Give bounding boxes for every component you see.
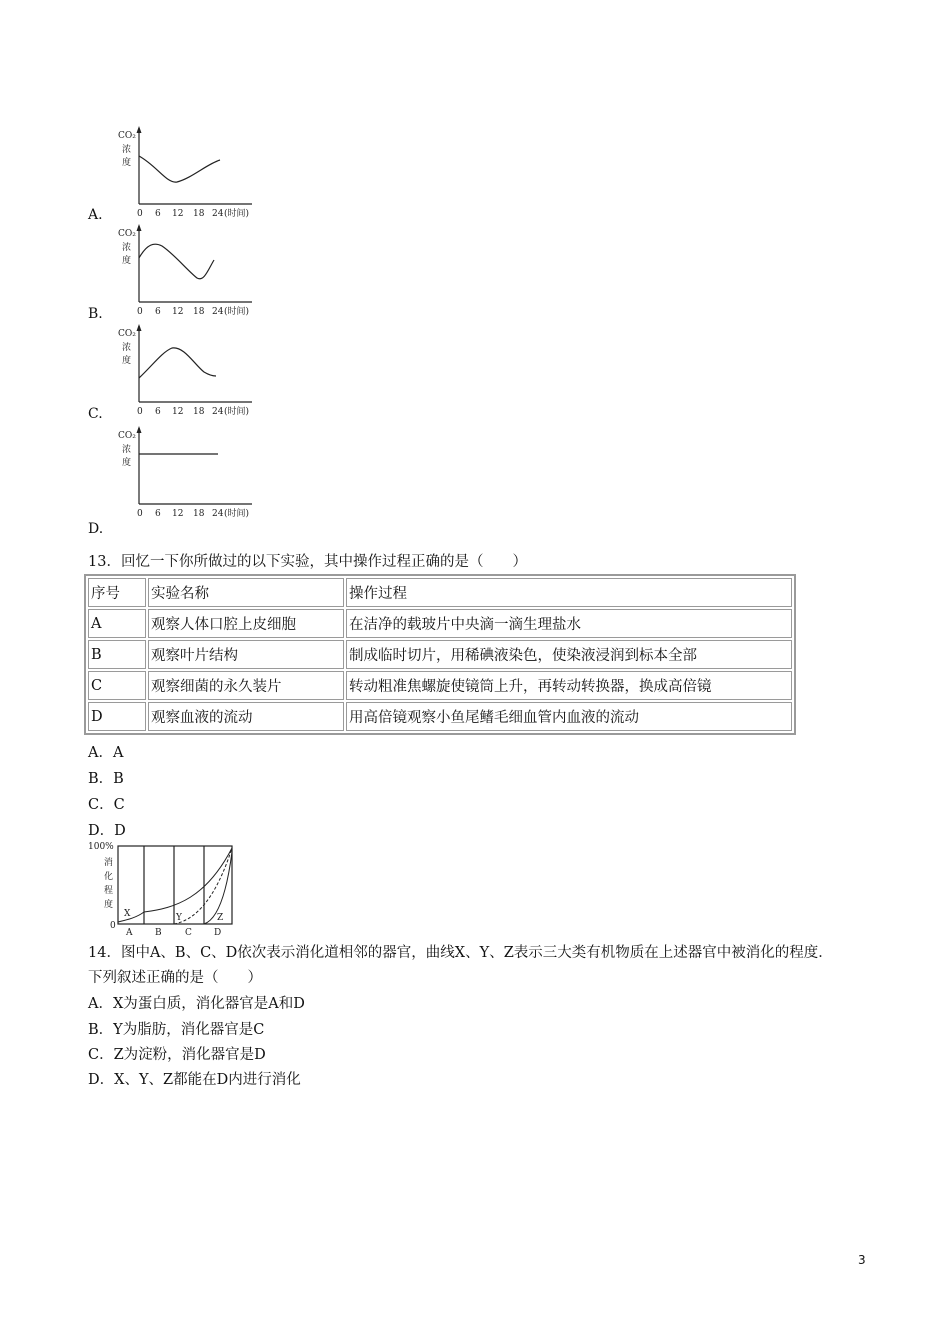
- tick-12: 12: [172, 407, 184, 417]
- table-row: [88, 702, 792, 731]
- tick-18: 18: [193, 307, 205, 317]
- q13-option-d: D．D: [88, 823, 126, 839]
- y-label-co2: CO₂: [118, 229, 136, 239]
- tick-6: 6: [155, 509, 161, 519]
- tick-12: 12: [172, 509, 184, 519]
- y-label-char: 度: [122, 256, 132, 266]
- q14-question-line2: 下列叙述正确的是（ ）: [88, 970, 262, 986]
- tick-0: 0: [137, 407, 143, 417]
- x-label: (时间): [224, 307, 250, 317]
- tick-24: 24: [212, 307, 224, 317]
- x-label: (时间): [224, 209, 250, 219]
- organ-d-label: D: [214, 928, 222, 938]
- q14-option-a: A．X为蛋白质，消化器官是A和D: [88, 996, 305, 1012]
- tick-6: 6: [155, 209, 161, 219]
- table-cell: 观察人体口腔上皮细胞: [148, 609, 344, 638]
- y-label-char: 浓: [122, 243, 132, 253]
- digestion-chart: [86, 838, 242, 942]
- y-label-char: 度: [122, 356, 132, 366]
- tick-6: 6: [155, 407, 161, 417]
- origin-label: 0: [110, 921, 116, 931]
- y-label-char: 程: [104, 886, 114, 896]
- tick-12: 12: [172, 209, 184, 219]
- y-label-char: 度: [104, 900, 114, 910]
- curve-x-label: X: [124, 909, 131, 919]
- tick-0: 0: [137, 509, 143, 519]
- q12-option-d-label: D.: [88, 521, 104, 537]
- page-number: 3: [858, 1253, 866, 1267]
- y-label-char: 浓: [122, 445, 132, 455]
- y-label-co2: CO₂: [118, 329, 136, 339]
- header-cell: 操作过程: [346, 578, 792, 607]
- header-cell: 实验名称: [148, 578, 344, 607]
- tick-18: 18: [193, 407, 205, 417]
- organ-a-label: A: [126, 928, 133, 938]
- organ-b-label: B: [155, 928, 162, 938]
- table-row: [88, 671, 792, 700]
- table-cell: 观察叶片结构: [148, 640, 344, 669]
- x-label: (时间): [224, 509, 250, 519]
- q12-option-a-label: A.: [88, 207, 103, 223]
- tick-24: 24: [212, 509, 224, 519]
- tick-24: 24: [212, 209, 224, 219]
- y-label-co2: CO₂: [118, 131, 136, 141]
- table-row: [88, 640, 792, 669]
- y-label-char: 化: [104, 872, 114, 882]
- q14-option-b: B．Y为脂肪，消化器官是C: [88, 1022, 265, 1038]
- q13-option-c: C．C: [88, 797, 125, 813]
- table-cell: A: [88, 609, 146, 638]
- tick-12: 12: [172, 307, 184, 317]
- q13-option-a: A．A: [88, 745, 124, 761]
- q13-option-b: B．B: [88, 771, 124, 787]
- experiment-table: [84, 574, 796, 735]
- y-label-char: 度: [122, 458, 132, 468]
- table-cell: 转动粗准焦螺旋使镜筒上升，再转动转换器，换成高倍镜: [346, 671, 792, 700]
- graph-option-d: [112, 424, 264, 520]
- q12-option-c-label: C.: [88, 406, 103, 422]
- y-top-label: 100%: [88, 842, 114, 852]
- y-label-char: 浓: [122, 343, 132, 353]
- q13-question: 13．回忆一下你所做过的以下实验，其中操作过程正确的是（ ）: [88, 554, 527, 570]
- organ-c-label: C: [185, 928, 192, 938]
- tick-24: 24: [212, 407, 224, 417]
- tick-0: 0: [137, 307, 143, 317]
- table-cell: 用高倍镜观察小鱼尾鳍毛细血管内血液的流动: [346, 702, 792, 731]
- table-cell: D: [88, 702, 146, 731]
- q12-option-b-label: B.: [88, 306, 103, 322]
- table-cell: 观察血液的流动: [148, 702, 344, 731]
- table-row: [88, 609, 792, 638]
- graph-option-b: [112, 222, 264, 318]
- graph-option-a: [112, 124, 264, 220]
- x-label: (时间): [224, 407, 250, 417]
- curve-y-label: Y: [176, 913, 182, 923]
- curve-z-label: Z: [217, 913, 224, 923]
- table-header-row: [88, 578, 792, 607]
- tick-6: 6: [155, 307, 161, 317]
- table-cell: C: [88, 671, 146, 700]
- graph-option-c: [112, 322, 264, 418]
- q14-option-c: C．Z为淀粉，消化器官是D: [88, 1047, 266, 1063]
- y-label-char: 消: [104, 858, 114, 868]
- y-label-char: 浓: [122, 145, 132, 155]
- y-label-char: 度: [122, 158, 132, 168]
- q14-question-line1: 14．图中A、B、C、D依次表示消化道相邻的器官，曲线X、Y、Z表示三大类有机物质在上述器官中被消化的程度．: [88, 945, 833, 961]
- table-cell: 在洁净的载玻片中央滴一滴生理盐水: [346, 609, 792, 638]
- q14-option-d: D．X、Y、Z都能在D内进行消化: [88, 1072, 301, 1088]
- table-cell: B: [88, 640, 146, 669]
- tick-0: 0: [137, 209, 143, 219]
- tick-18: 18: [193, 209, 205, 219]
- table-cell: 观察细菌的永久装片: [148, 671, 344, 700]
- tick-18: 18: [193, 509, 205, 519]
- header-cell: 序号: [88, 578, 146, 607]
- table-cell: 制成临时切片，用稀碘液染色，使染液浸润到标本全部: [346, 640, 792, 669]
- y-label-co2: CO₂: [118, 431, 136, 441]
